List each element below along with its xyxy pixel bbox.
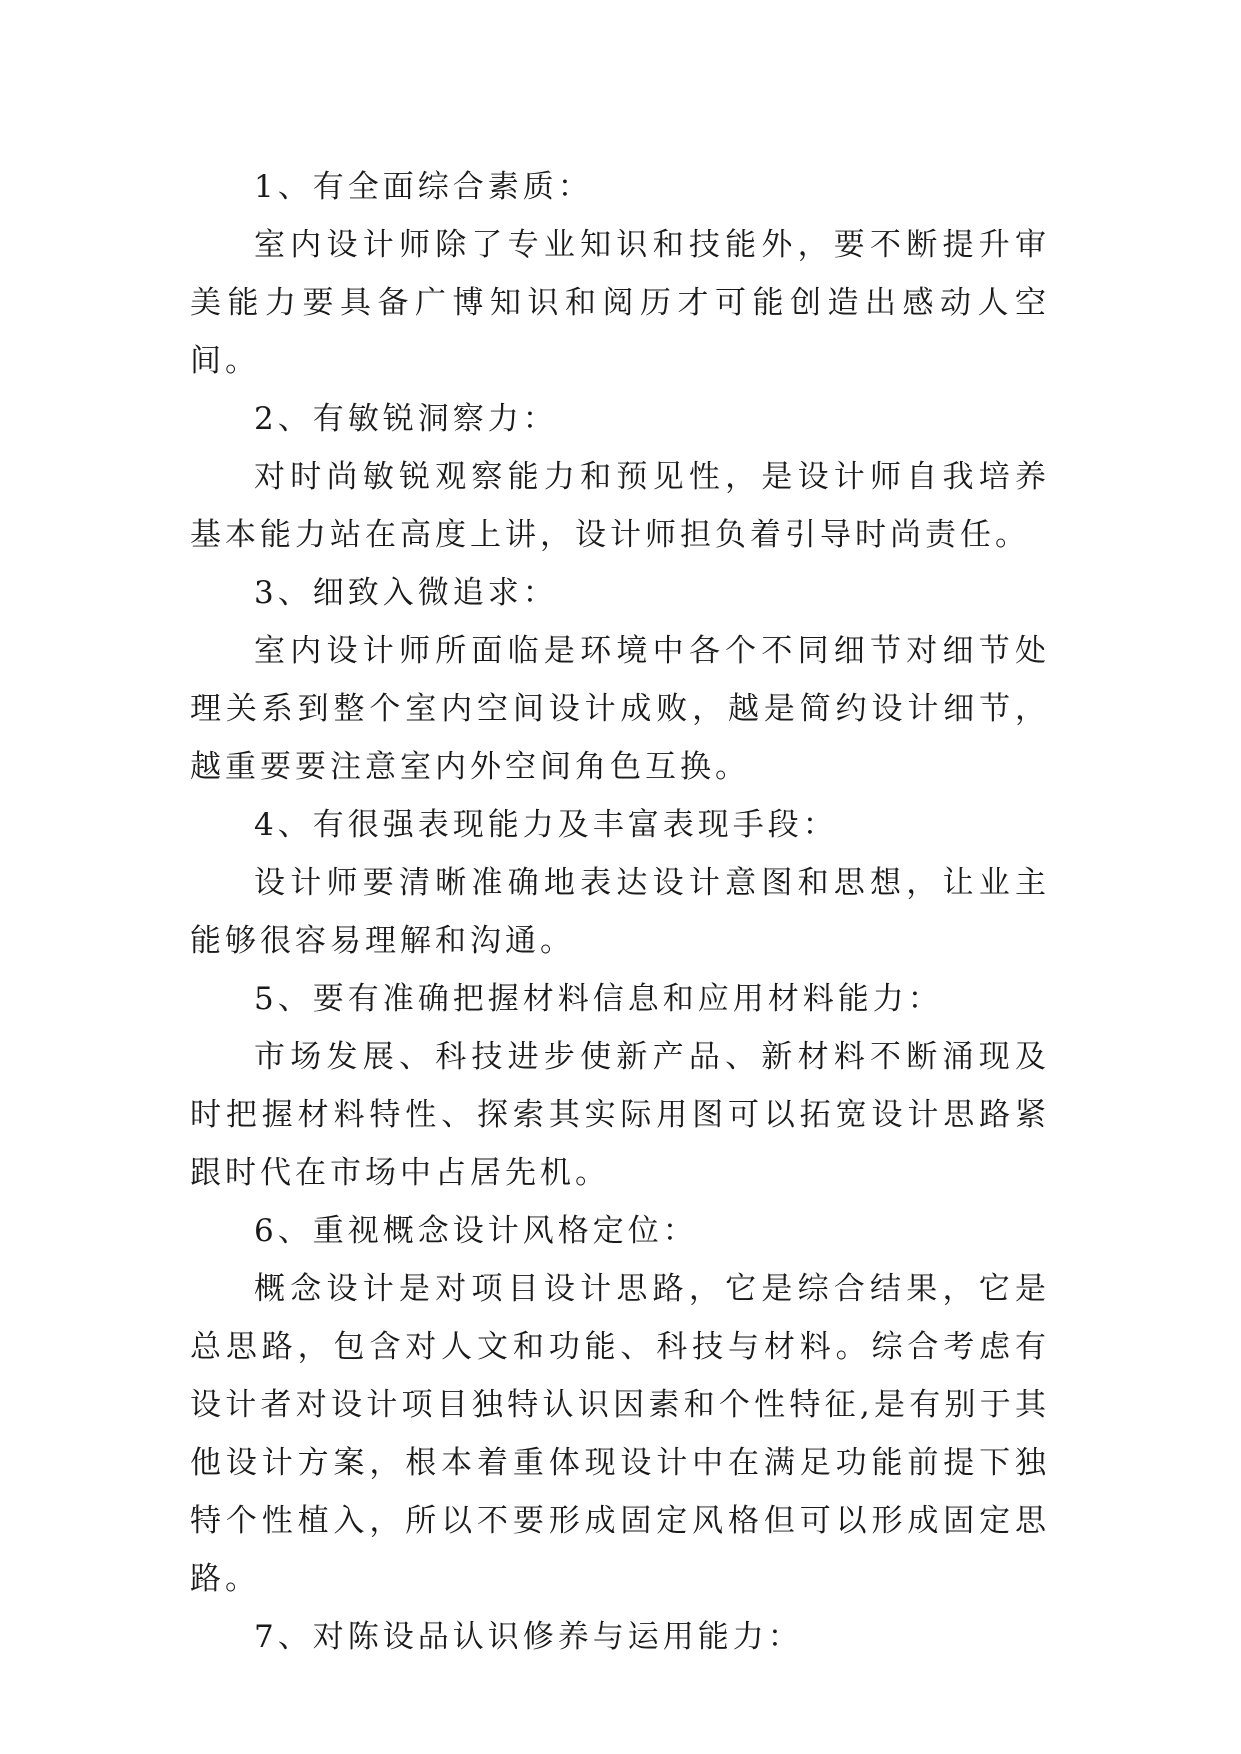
section-7-heading: 7、对陈设品认识修养与运用能力： — [254, 1619, 803, 1655]
section-4-body: 设计师要清晰准确地表达设计意图和思想，让业主能够很容易理解和沟通。 — [190, 865, 1050, 959]
section-5-heading: 5、要有准确把握材料信息和应用材料能力： — [254, 981, 943, 1017]
section-1-heading: 1、有全面综合素质： — [254, 169, 593, 205]
section-2-body: 对时尚敏锐观察能力和预见性，是设计师自我培养基本能力站在高度上讲，设计师担负着引导时尚责任。 — [190, 459, 1050, 553]
section-3-heading: 3、细致入微追求： — [254, 575, 558, 611]
section-6-body: 概念设计是对项目设计思路，它是综合结果，它是总思路，包含对人文和功能、科技与材料。综合考虑有设计者对设计项目独特认识因素和个性特征,是有别于其他设计方案，根本着重体现设计中在满足功能前提下独特个性植入，所以不要形成固定风格但可以形成固定思路。 — [190, 1271, 1050, 1597]
document-page — [190, 158, 1050, 1666]
section-3-body: 室内设计师所面临是环境中各个不同细节对细节处理关系到整个室内空间设计成败，越是简约设计细节，越重要要注意室内外空间角色互换。 — [190, 633, 1050, 785]
section-6-heading: 6、重视概念设计风格定位： — [254, 1213, 698, 1249]
section-1-body: 室内设计师除了专业知识和技能外，要不断提升审美能力要具备广博知识和阅历才可能创造出感动人空间。 — [190, 227, 1050, 379]
section-5-body: 市场发展、科技进步使新产品、新材料不断涌现及时把握材料特性、探索其实际用图可以拓宽设计思路紧跟时代在市场中占居先机。 — [190, 1039, 1050, 1191]
section-2-heading: 2、有敏锐洞察力： — [254, 401, 558, 437]
section-4-heading: 4、有很强表现能力及丰富表现手段： — [254, 807, 838, 843]
